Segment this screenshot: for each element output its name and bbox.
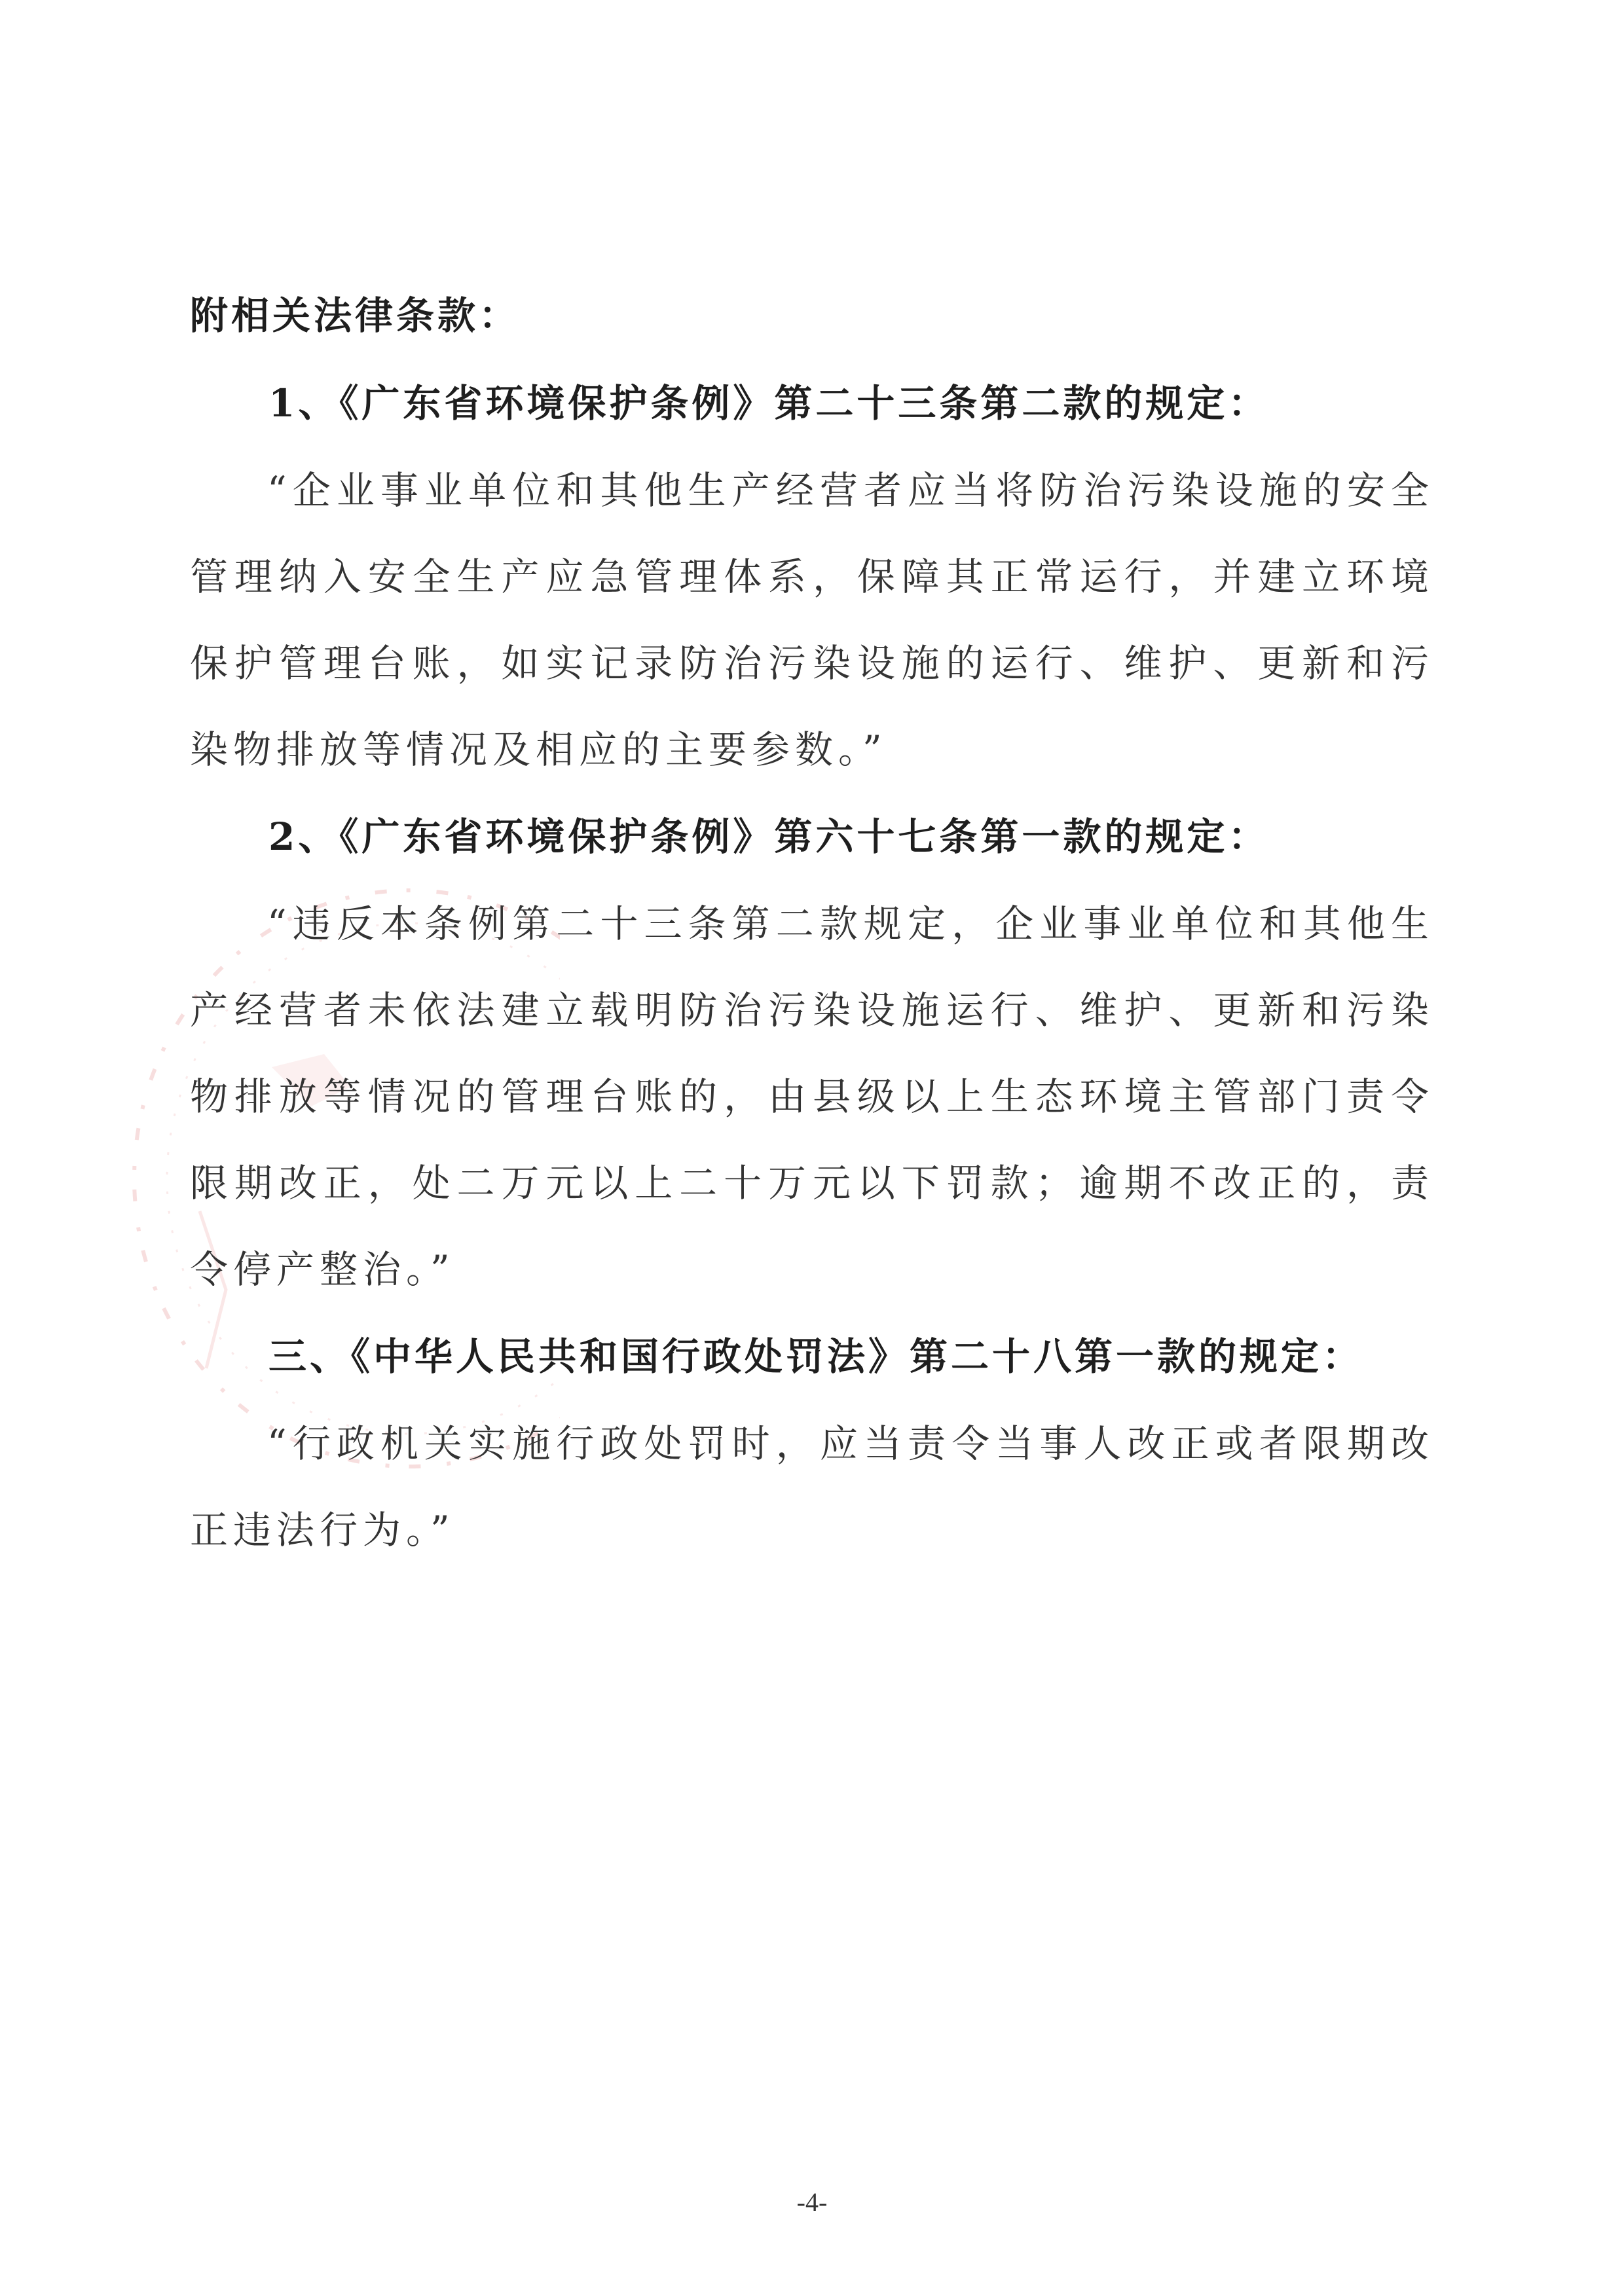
page-number: -4- xyxy=(796,2187,828,2217)
section-1-heading: 1、《广东省环境保护条例》第二十三条第二款的规定： xyxy=(268,381,1270,426)
appendix-title: 附相关法律条款： xyxy=(190,293,521,338)
section-3-heading: 三、《中华人民共和国行政处罚法》第二十八第一款的规定： xyxy=(268,1334,1364,1379)
section-2-quote: “违反本条例第二十三条第二款规定，企业事业单位和其他生产经营者未依法建立载明防治污染设施运行、维护、更新和污染物排放等情况的管理台账的，由县级以上生态环境主管部门责令限期改正，处二万元以上二十万元以下罚款；逾期不改正的，责令停产整治。” xyxy=(190,902,1434,1292)
section-3-quote: “行政机关实施行政处罚时，应当责令当事人改正或者限期改正违法行为。” xyxy=(190,1421,1434,1552)
section-2-heading: 2、《广东省环境保护条例》第六十七条第一款的规定： xyxy=(268,814,1270,859)
section-1-quote: “企业事业单位和其他生产经营者应当将防治污染设施的安全管理纳入安全生产应急管理体系，保障其正常运行，并建立环境保护管理台账，如实记录防治污染设施的运行、维护、更新和污染物排放等情况及相应的主要参数。” xyxy=(190,468,1434,772)
document-body xyxy=(190,272,1434,1573)
